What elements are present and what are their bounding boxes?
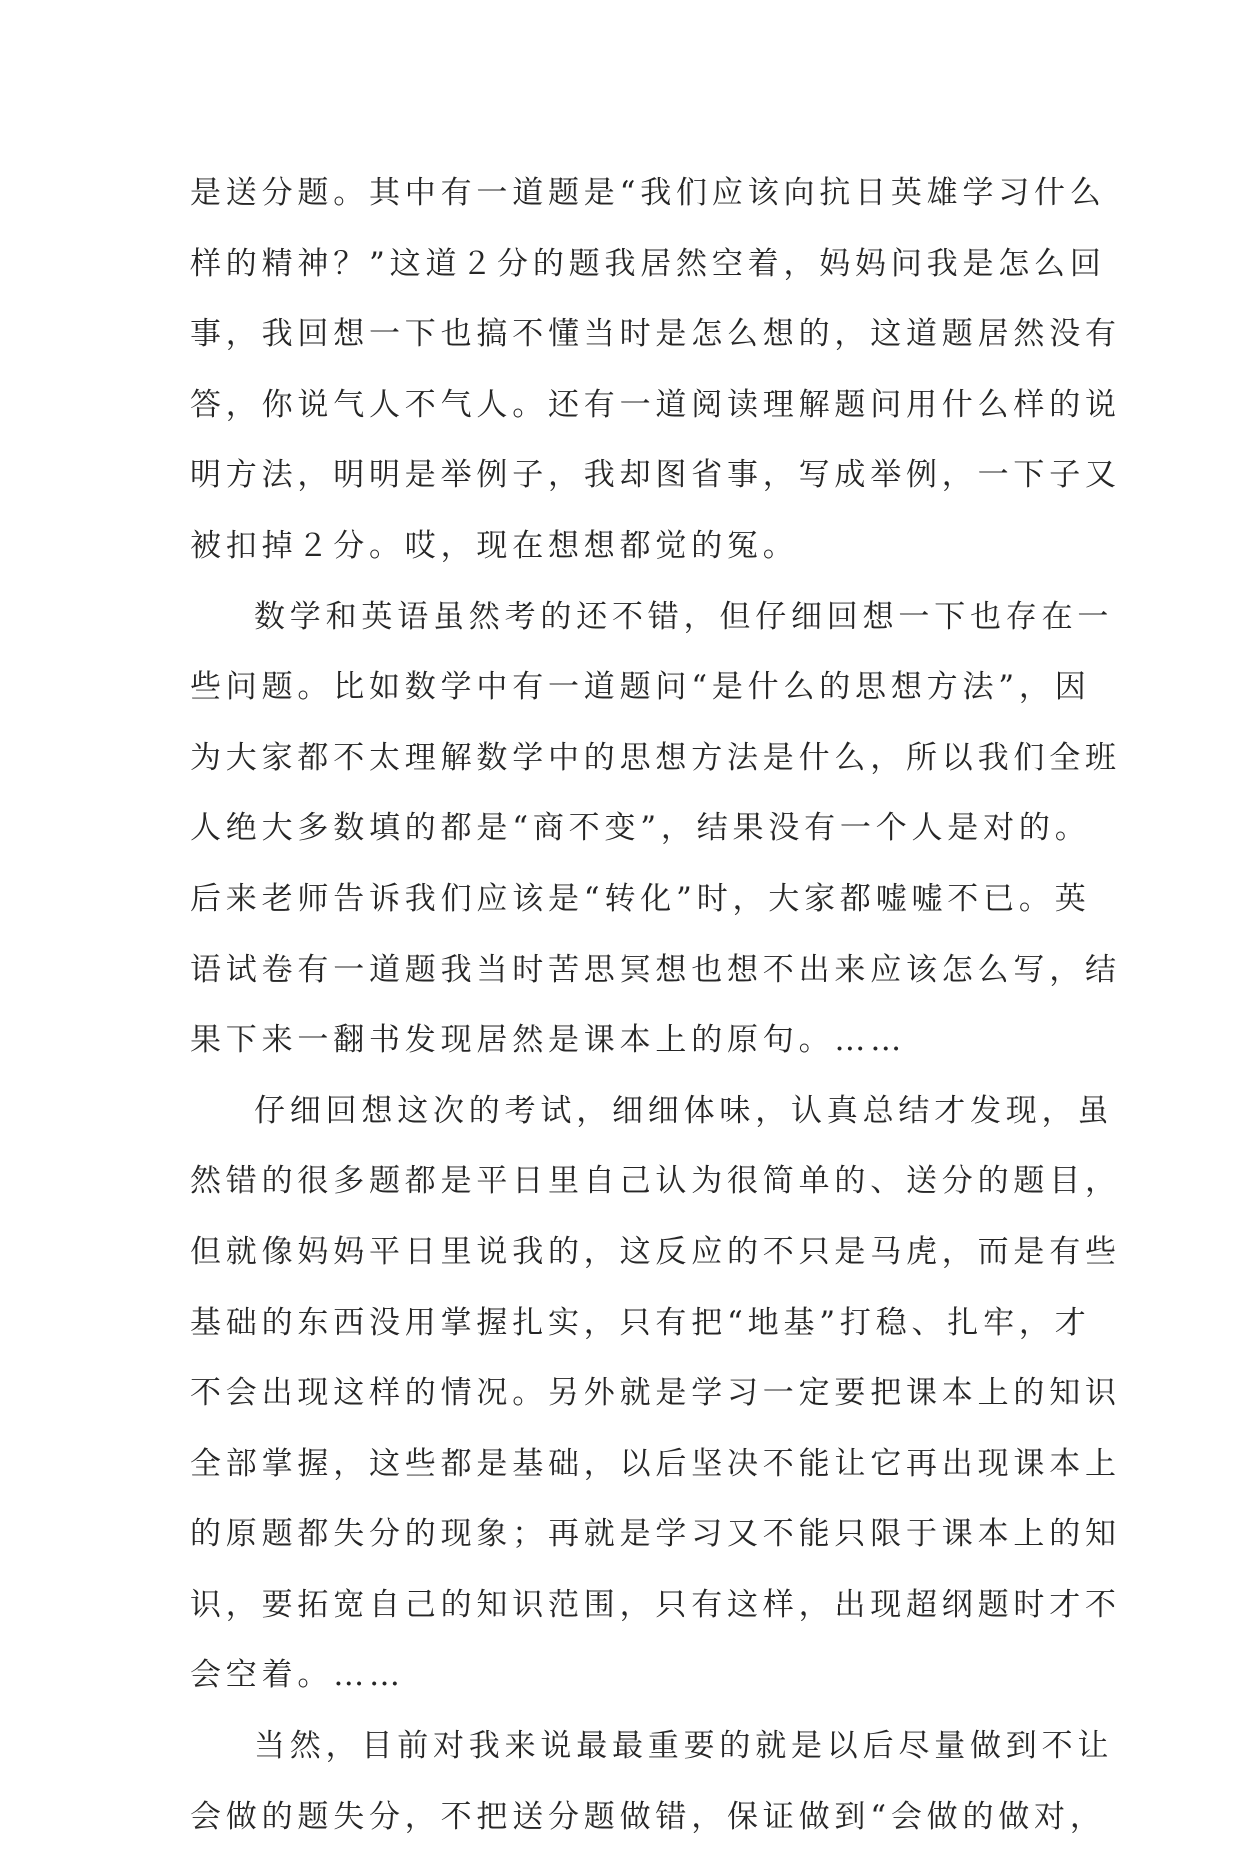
- paragraph-first-line: 当然，目前对我来说最最重要的就是以后尽量做到不让: [254, 1728, 1114, 1765]
- text-line: 后来老师告诉我们应该是“转化”时，大家都嘘嘘不已。英: [190, 880, 1091, 917]
- text-line: 果下来一翻书发现居然是课本上的原句。……: [190, 1022, 906, 1059]
- paragraph-first-line: 数学和英语虽然考的还不错，但仔细回想一下也存在一: [254, 598, 1114, 635]
- text-line: 会空着。……: [190, 1657, 405, 1694]
- text-line: 样的精神？”这道２分的题我居然空着，妈妈问我是怎么回: [190, 245, 1106, 282]
- text-line: 然错的很多题都是平日里自己认为很简单的、送分的题目，: [190, 1163, 1121, 1200]
- text-line: 明方法，明明是举例子，我却图省事，写成举例，一下子又: [190, 457, 1121, 494]
- text-line: 但就像妈妈平日里说我的，这反应的不只是马虎，而是有些: [190, 1233, 1121, 1270]
- text-line: 基础的东西没用掌握扎实，只有把“地基”打稳、扎牢，才: [190, 1304, 1091, 1341]
- body-text: [190, 158, 1121, 1852]
- text-line: 会做的题失分，不把送分题做错，保证做到“会做的做对，: [190, 1798, 1106, 1835]
- text-line: 语试卷有一道题我当时苦思冥想也想不出来应该怎么写，结: [190, 951, 1121, 988]
- text-line: 是送分题。其中有一道题是“我们应该向抗日英雄学习什么: [190, 175, 1106, 211]
- text-line: 识，要拓宽自己的知识范围，只有这样，出现超纲题时才不: [190, 1586, 1121, 1623]
- text-line: 的原题都失分的现象；再就是学习又不能只限于课本上的知: [190, 1516, 1121, 1553]
- text-line: 事，我回想一下也搞不懂当时是怎么想的，这道题居然没有: [190, 316, 1121, 353]
- text-line: 人绝大多数填的都是“商不变”，结果没有一个人是对的。: [190, 810, 1091, 847]
- paragraph-first-line: 仔细回想这次的考试，细细体味，认真总结才发现，虽: [254, 1092, 1114, 1129]
- text-line: 全部掌握，这些都是基础，以后坚决不能让它再出现课本上: [190, 1445, 1121, 1482]
- text-line: 答，你说气人不气人。还有一道阅读理解题问用什么样的说: [190, 386, 1121, 423]
- text-line: 被扣掉２分。哎，现在想想都觉的冤。: [190, 527, 799, 564]
- text-line: 些问题。比如数学中有一道题问“是什么的思想方法”，因: [190, 669, 1091, 706]
- text-line: 不会出现这样的情况。另外就是学习一定要把课本上的知识: [190, 1375, 1121, 1412]
- text-line: 为大家都不太理解数学中的思想方法是什么，所以我们全班: [190, 739, 1121, 776]
